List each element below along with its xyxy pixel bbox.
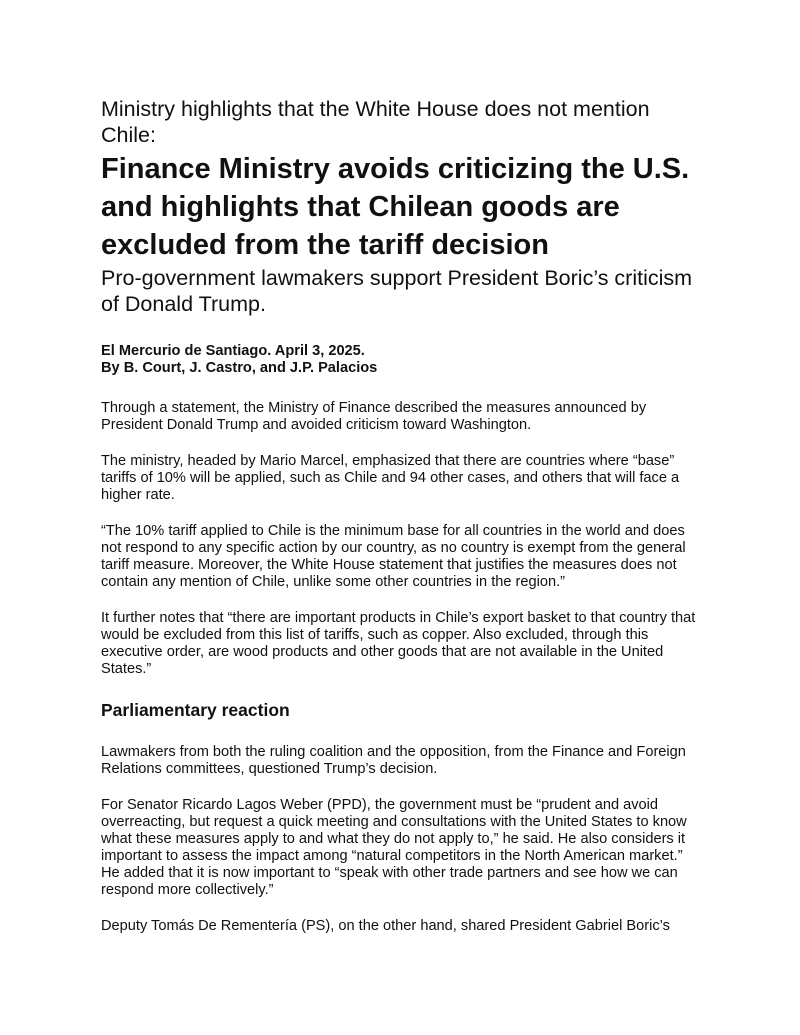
article-subhead: Pro-government lawmakers support President Boric’s criticism of Donald Trump. [101,266,693,316]
paragraph: Lawmakers from both the ruling coalition and the opposition, from the Finance and Foreign Relations committees, questioned Trump’s decision. [101,744,686,777]
paragraph: The ministry, headed by Mario Marcel, emphasized that there are countries where “base” tariffs of 10% will be applied, such as Chile and 94 other cases, and others that will face a higher rate. [101,453,680,503]
article-kicker: Ministry highlights that the White House does not mention Chile: [101,97,650,147]
paragraph: “The 10% tariff applied to Chile is the minimum base for all countries in the world and does not respond to any specific action by our country, as no country is exempt from the general tariff measure. Moreover, the White House statement that justifies the measures does not contain any mention of Chile, unlike some other countries in the region.” [101,523,686,590]
authors-line: By B. Court, J. Castro, and J.P. Palacios [101,360,378,376]
article-headline: Finance Ministry avoids criticizing the U.S. and highlights that Chilean goods are excluded from the tariff decision [101,153,690,261]
paragraph: It further notes that “there are important products in Chile’s export basket to that country that would be excluded from this list of tariffs, such as copper. Also excluded, through this executive order, are wood products and other goods that are not available in the United States.” [101,610,696,677]
source-line: El Mercurio de Santiago. April 3, 2025. [101,343,365,359]
section-heading: Parliamentary reaction [101,700,290,720]
paragraph: Deputy Tomás De Rementería (PS), on the other hand, shared President Gabriel Boric’s [101,918,670,934]
article-page [101,96,701,935]
paragraph: For Senator Ricardo Lagos Weber (PPD), the government must be “prudent and avoid overreacting, but request a quick meeting and consultations with the United States to know what these measures apply to and what they do not apply to,” he said. He also considers it important to assess the impact among “natural competitors in the North American market.” He added that it is now important to “speak with other trade partners and see how we can respond more collectively.” [101,797,687,898]
byline [101,343,701,377]
paragraph: Through a statement, the Ministry of Finance described the measures announced by President Donald Trump and avoided criticism toward Washington. [101,400,647,433]
